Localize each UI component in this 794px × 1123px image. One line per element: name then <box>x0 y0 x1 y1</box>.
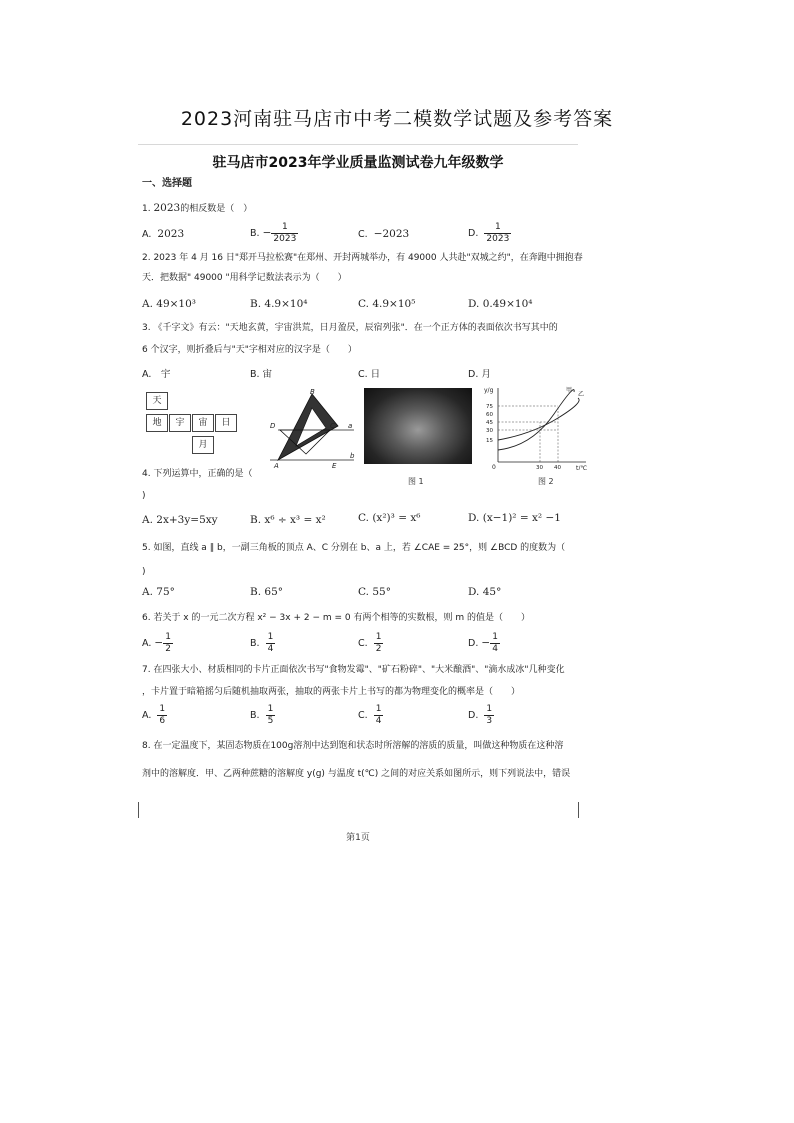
option-letter: D. <box>468 638 479 649</box>
fraction-numerator: 1 <box>159 704 166 714</box>
label-line-b: b <box>350 452 355 460</box>
q7-line-1: 7. 在四张大小、材质相同的卡片正面依次书写"食物发霉"、"矿石粉碎"、"大米酿酒"、"滴水成冰"几种变化 <box>142 665 565 675</box>
q2-option-d: D. 0.49×10⁴ <box>468 298 533 310</box>
y-tick-45: 45 <box>486 420 493 426</box>
option-letter: B. <box>250 710 260 721</box>
option-letter: B. <box>250 228 260 239</box>
q5-option-c: C. 55° <box>358 586 391 598</box>
q7-option-b <box>250 704 275 727</box>
fraction-numerator: 1 <box>375 632 382 642</box>
fraction-denominator: 5 <box>267 716 274 726</box>
question-1 <box>142 202 252 215</box>
cube-net-figure <box>146 392 238 456</box>
option-letter: C. <box>358 710 368 721</box>
origin-label: 0 <box>492 464 496 470</box>
option-letter: B. <box>250 638 260 649</box>
option-sign: − <box>262 227 272 239</box>
q7-option-d <box>468 704 494 727</box>
fraction-denominator: 2 <box>375 644 382 654</box>
option-value: 2023 <box>157 228 185 240</box>
q4-option-c: C. (x²)³ = x⁶ <box>358 512 421 524</box>
q1-option-a <box>142 228 184 240</box>
option-letter: D. <box>468 710 479 721</box>
q2-option-c: C. 4.9×10⁵ <box>358 298 416 310</box>
q5-line-2: ) <box>142 567 146 577</box>
q4-option-a: A. 2x+3y=5xy <box>142 514 218 526</box>
q6-option-d <box>468 632 500 655</box>
section-heading: 一、选择题 <box>142 178 192 189</box>
q6-option-b <box>250 632 275 655</box>
fraction-denominator: 4 <box>492 644 498 654</box>
fraction-numerator: 1 <box>271 222 298 234</box>
figure-1-photo <box>364 388 472 464</box>
triangle-ruler-figure <box>266 388 358 468</box>
figure-1-caption: 图 1 <box>408 477 424 486</box>
fraction-denominator: 2023 <box>486 234 510 244</box>
q6-line-1: 6. 若关于 x 的一元二次方程 x² − 3x + 2 − m = 0 有两个相等的实数根，则 m 的值是（ ） <box>142 613 530 623</box>
fraction-numerator: 1 <box>484 222 511 234</box>
top-rule <box>138 144 578 145</box>
q4-option-b: B. x⁶ ÷ x³ = x² <box>250 514 326 526</box>
q2-option-b: B. 4.9×10⁴ <box>250 298 308 310</box>
fraction-denominator: 3 <box>486 716 493 726</box>
q4-line-1: 4. 下列运算中，正确的是（ <box>142 469 253 479</box>
net-cell-yu: 宇 <box>169 414 191 432</box>
net-cell-tian: 天 <box>146 392 168 410</box>
document-title: 2023河南驻马店市中考二模数学试题及参考答案 <box>180 108 614 130</box>
fraction-denominator: 4 <box>267 644 274 654</box>
fraction-denominator: 6 <box>159 716 166 726</box>
curve-label-yi: 乙 <box>578 391 585 398</box>
q8-line-2: 剂中的溶解度．甲、乙两种蔗糖的溶解度 y(g) 与温度 t(℃) 之间的对应关系如图所示，则下列说法中，错误 <box>142 769 571 779</box>
q6-option-c <box>358 632 383 655</box>
curve-label-jia: 甲 <box>566 387 573 394</box>
net-cell-yue: 月 <box>192 436 214 454</box>
q4-line-2: ) <box>142 491 146 501</box>
net-cell-ri: 日 <box>215 414 237 432</box>
q3-option-a: A. 宇 <box>142 369 171 380</box>
q3-option-c: C. 日 <box>358 369 381 380</box>
q2-line-1: 2. 2023 年 4 月 16 日"郑开马拉松赛"在郑州、开封两城举办，有 49000 人共赴"双城之约"，在奔跑中拥抱春 <box>142 253 583 263</box>
q1-value: 2023 <box>153 202 181 214</box>
q2-option-a: A. 49×10³ <box>142 298 196 310</box>
q6-option-a <box>142 632 173 655</box>
option-letter: A. <box>142 710 152 721</box>
q1-stem: 的相反数是（ ） <box>180 204 253 214</box>
q5-option-d: D. 45° <box>468 586 502 598</box>
fraction-numerator: 1 <box>165 632 171 642</box>
page-number: 第1页 <box>346 833 370 843</box>
option-letter: C. <box>358 229 368 240</box>
q3-option-d: D. 月 <box>468 369 491 380</box>
q3-option-b: B. 宙 <box>250 369 273 380</box>
y-tick-60: 60 <box>486 412 493 418</box>
q1-option-b <box>250 222 298 245</box>
fraction-denominator: 4 <box>375 716 382 726</box>
q5-option-b: B. 65° <box>250 586 284 598</box>
fraction-numerator: 1 <box>267 704 274 714</box>
q5-option-a: A. 75° <box>142 586 175 598</box>
label-d: D <box>270 422 276 430</box>
page-corner-mark-left <box>138 802 139 818</box>
option-letter: A. <box>142 229 152 240</box>
q3-line-1: 3. 《千字文》有云："天地玄黄，宇宙洪荒，日月盈昃，辰宿列张"．在一个正方体的表面依次书写其中的 <box>142 323 558 333</box>
q7-line-2: ，卡片置于暗箱摇匀后随机抽取两张，抽取的两张卡片上书写的都为物理变化的概率是（ ） <box>142 687 521 697</box>
option-letter: A. <box>142 638 152 649</box>
q5-line-1: 5. 如图，直线 a ∥ b，一副三角板的顶点 A、C 分别在 b、a 上，若 ∠CAE = 25°，则 ∠BCD 的度数为（ <box>142 543 566 553</box>
fraction-denominator: 2023 <box>273 234 297 244</box>
page-corner-mark-right <box>578 802 579 818</box>
fraction-numerator: 1 <box>267 632 274 642</box>
y-tick-15: 15 <box>486 438 493 444</box>
axis-label-y: y/g <box>484 387 494 394</box>
fraction-numerator: 1 <box>492 632 498 642</box>
x-tick-30: 30 <box>536 465 543 470</box>
option-sign: − <box>154 637 164 649</box>
q1-option-d <box>468 222 511 245</box>
q3-line-2: 6 个汉字，则折叠后与"天"字相对应的汉字是（ ） <box>142 345 357 355</box>
label-e: E <box>332 462 337 468</box>
axis-label-t: t/℃ <box>576 465 588 470</box>
q4-option-d: D. (x−1)² = x² −1 <box>468 512 561 524</box>
y-tick-75: 75 <box>486 404 493 410</box>
fraction-numerator: 1 <box>486 704 493 714</box>
paper-title: 驻马店市2023年学业质量监测试卷九年级数学 <box>212 155 504 171</box>
label-line-a: a <box>348 422 353 430</box>
label-c: C <box>330 422 335 430</box>
q1-number: 1. <box>142 204 151 214</box>
solubility-graph <box>482 384 590 470</box>
figure-2-caption: 图 2 <box>538 477 554 486</box>
option-letter: C. <box>358 638 368 649</box>
option-letter: D. <box>468 228 479 239</box>
label-a: A <box>274 462 279 468</box>
net-cell-zhou: 宙 <box>192 414 214 432</box>
net-cell-di: 地 <box>146 414 168 432</box>
q1-option-c <box>358 228 409 240</box>
fraction-numerator: 1 <box>375 704 382 714</box>
option-value: −2023 <box>373 228 410 240</box>
option-sign: − <box>481 637 491 649</box>
q2-line-2: 天．把数据" 49000 "用科学记数法表示为（ ） <box>142 273 347 283</box>
fraction-denominator: 2 <box>165 644 171 654</box>
q8-line-1: 8. 在一定温度下，某固态物质在100g溶剂中达到饱和状态时所溶解的溶质的质量，叫做这种物质在这种溶 <box>142 741 564 751</box>
q7-option-c <box>358 704 383 727</box>
scanned-page <box>138 140 600 843</box>
q7-option-a <box>142 704 167 727</box>
label-b-vertex: B <box>310 388 315 396</box>
y-tick-30: 30 <box>486 428 493 434</box>
x-tick-40: 40 <box>554 465 561 470</box>
